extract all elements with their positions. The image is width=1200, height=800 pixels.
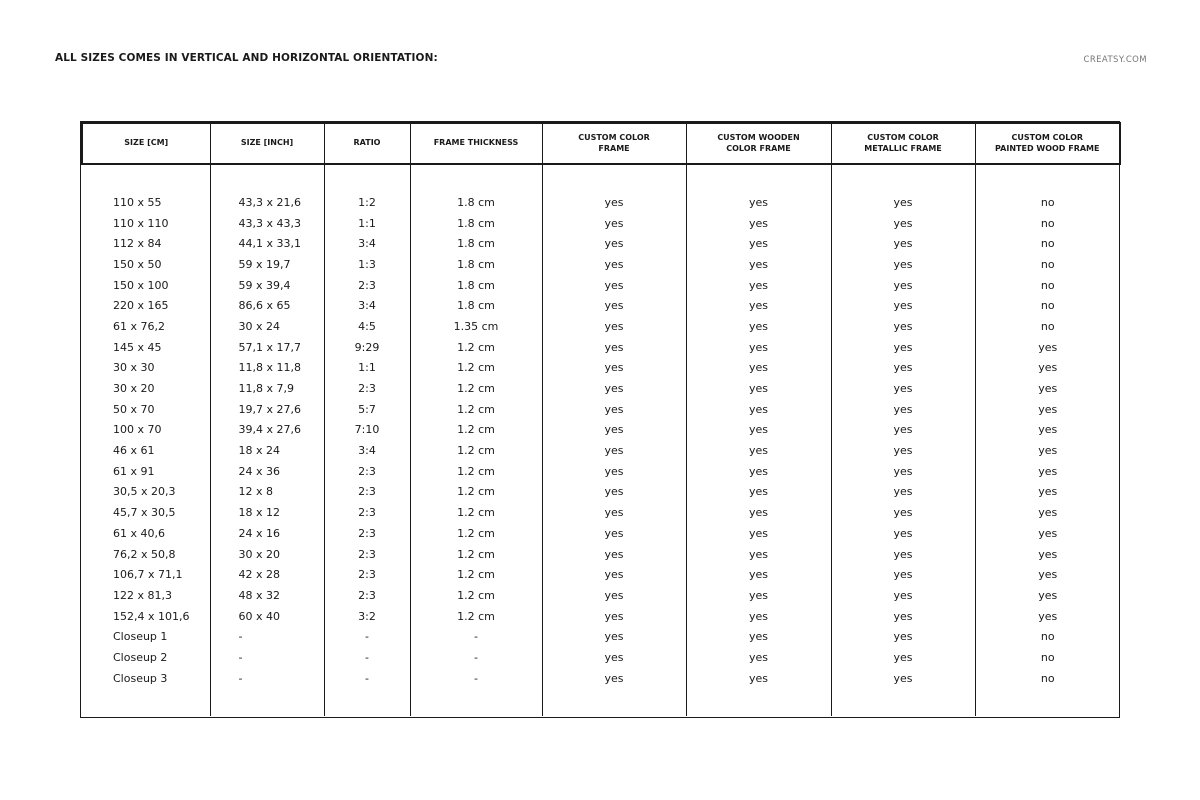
cell-custom-color-frame: yes <box>542 668 686 689</box>
cell-custom-color-painted-wood-frame: yes <box>975 399 1120 420</box>
cell-custom-wooden-color-frame: yes <box>686 420 831 441</box>
cell-frame-thickness: 1.2 cm <box>410 420 542 441</box>
cell-size-cm: Closeup 2 <box>113 650 168 664</box>
cell-custom-color-metallic-frame: yes <box>831 482 975 503</box>
table-row <box>82 626 1120 647</box>
cell-size-inch: 11,8 x 11,8 <box>210 358 324 379</box>
cell-size-cm: 30 x 30 <box>113 361 155 375</box>
cell-custom-wooden-color-frame: yes <box>686 399 831 420</box>
cell-custom-color-metallic-frame: yes <box>831 337 975 358</box>
cell-ratio: 1:3 <box>324 254 410 275</box>
cell-frame-thickness: 1.2 cm <box>410 461 542 482</box>
cell-size-cm: 152,4 x 101,6 <box>113 609 190 623</box>
table-row <box>82 316 1120 337</box>
cell-custom-wooden-color-frame: yes <box>686 502 831 523</box>
cell-size-cm: 150 x 50 <box>113 257 162 271</box>
sizes-table-container <box>80 121 1120 718</box>
cell-size-inch: - <box>210 647 324 668</box>
cell-custom-color-painted-wood-frame: yes <box>975 502 1120 523</box>
cell-size-inch: 11,8 x 7,9 <box>210 378 324 399</box>
cell-ratio: 9:29 <box>324 337 410 358</box>
cell-custom-color-painted-wood-frame: yes <box>975 606 1120 627</box>
table-row <box>82 668 1120 689</box>
cell-custom-color-metallic-frame: yes <box>831 254 975 275</box>
cell-custom-wooden-color-frame: yes <box>686 564 831 585</box>
cell-frame-thickness: 1.8 cm <box>410 192 542 213</box>
cell-custom-color-painted-wood-frame: no <box>975 213 1120 234</box>
cell-size-cm: 150 x 100 <box>113 278 169 292</box>
cell-custom-color-frame: yes <box>542 358 686 379</box>
cell-custom-color-frame: yes <box>542 399 686 420</box>
cell-custom-color-frame: yes <box>542 647 686 668</box>
cell-custom-color-metallic-frame: yes <box>831 523 975 544</box>
cell-custom-color-frame: yes <box>542 275 686 296</box>
cell-custom-color-metallic-frame: yes <box>831 544 975 565</box>
cell-custom-color-frame: yes <box>542 544 686 565</box>
cell-custom-color-metallic-frame: yes <box>831 399 975 420</box>
cell-custom-color-frame: yes <box>542 337 686 358</box>
cell-custom-color-metallic-frame: yes <box>831 233 975 254</box>
cell-size-inch: 30 x 24 <box>210 316 324 337</box>
cell-custom-wooden-color-frame: yes <box>686 275 831 296</box>
cell-size-cm: 46 x 61 <box>113 444 155 458</box>
cell-size-cm: 220 x 165 <box>113 299 169 313</box>
header-ratio: RATIO <box>324 123 410 164</box>
cell-custom-color-metallic-frame: yes <box>831 192 975 213</box>
cell-ratio: 2:3 <box>324 523 410 544</box>
cell-custom-wooden-color-frame: yes <box>686 606 831 627</box>
cell-custom-color-painted-wood-frame: no <box>975 316 1120 337</box>
cell-ratio: 1:1 <box>324 213 410 234</box>
cell-size-inch: 59 x 19,7 <box>210 254 324 275</box>
cell-size-cm: 45,7 x 30,5 <box>113 506 176 520</box>
cell-frame-thickness: 1.8 cm <box>410 254 542 275</box>
cell-ratio: 3:2 <box>324 606 410 627</box>
cell-frame-thickness: - <box>410 647 542 668</box>
cell-custom-color-metallic-frame: yes <box>831 420 975 441</box>
cell-size-cm: 30 x 20 <box>113 382 155 396</box>
table-row <box>82 337 1120 358</box>
cell-custom-color-metallic-frame: yes <box>831 647 975 668</box>
cell-custom-color-frame: yes <box>542 523 686 544</box>
cell-size-cm: 122 x 81,3 <box>113 588 172 602</box>
cell-custom-color-metallic-frame: yes <box>831 295 975 316</box>
cell-custom-color-frame: yes <box>542 482 686 503</box>
table-row <box>82 440 1120 461</box>
cell-custom-wooden-color-frame: yes <box>686 461 831 482</box>
cell-size-inch: 24 x 36 <box>210 461 324 482</box>
header-custom-wooden-color-frame: CUSTOM WOODEN COLOR FRAME <box>686 123 831 164</box>
cell-custom-color-frame: yes <box>542 316 686 337</box>
cell-custom-color-painted-wood-frame: yes <box>975 337 1120 358</box>
table-row <box>82 192 1120 213</box>
cell-custom-color-painted-wood-frame: yes <box>975 461 1120 482</box>
cell-custom-color-frame: yes <box>542 606 686 627</box>
cell-custom-color-painted-wood-frame: no <box>975 668 1120 689</box>
cell-ratio: 1:1 <box>324 358 410 379</box>
cell-custom-color-frame: yes <box>542 233 686 254</box>
table-row <box>82 482 1120 503</box>
table-row <box>82 585 1120 606</box>
cell-custom-color-metallic-frame: yes <box>831 316 975 337</box>
cell-size-inch: 18 x 12 <box>210 502 324 523</box>
cell-ratio: 2:3 <box>324 564 410 585</box>
cell-size-cm: Closeup 1 <box>113 630 168 644</box>
cell-custom-color-metallic-frame: yes <box>831 275 975 296</box>
header-custom-color-metallic-frame: CUSTOM COLOR METALLIC FRAME <box>831 123 975 164</box>
cell-frame-thickness: 1.2 cm <box>410 482 542 503</box>
table-row <box>82 420 1120 441</box>
cell-size-inch: 12 x 8 <box>210 482 324 503</box>
cell-custom-color-painted-wood-frame: no <box>975 647 1120 668</box>
table-row <box>82 399 1120 420</box>
cell-custom-color-painted-wood-frame: yes <box>975 564 1120 585</box>
table-row <box>82 213 1120 234</box>
cell-custom-color-painted-wood-frame: yes <box>975 378 1120 399</box>
cell-ratio: 2:3 <box>324 502 410 523</box>
cell-custom-wooden-color-frame: yes <box>686 647 831 668</box>
cell-custom-wooden-color-frame: yes <box>686 358 831 379</box>
header-custom-color-frame: CUSTOM COLOR FRAME <box>542 123 686 164</box>
cell-size-cm: 76,2 x 50,8 <box>113 547 176 561</box>
cell-size-inch: 57,1 x 17,7 <box>210 337 324 358</box>
cell-custom-color-frame: yes <box>542 420 686 441</box>
cell-ratio: 2:3 <box>324 461 410 482</box>
cell-ratio: - <box>324 626 410 647</box>
header-size-inch: SIZE [INCH] <box>210 123 324 164</box>
cell-frame-thickness: 1.2 cm <box>410 544 542 565</box>
table-body <box>82 164 1120 716</box>
cell-frame-thickness: 1.8 cm <box>410 275 542 296</box>
cell-ratio: 5:7 <box>324 399 410 420</box>
cell-ratio: 1:2 <box>324 192 410 213</box>
cell-custom-color-frame: yes <box>542 502 686 523</box>
table-header-row <box>82 123 1120 164</box>
cell-frame-thickness: 1.2 cm <box>410 358 542 379</box>
cell-custom-color-metallic-frame: yes <box>831 626 975 647</box>
header-size-cm: SIZE [CM] <box>82 123 210 164</box>
cell-custom-color-painted-wood-frame: yes <box>975 358 1120 379</box>
cell-custom-color-painted-wood-frame: no <box>975 233 1120 254</box>
cell-custom-color-painted-wood-frame: yes <box>975 585 1120 606</box>
table-row <box>82 564 1120 585</box>
cell-custom-color-frame: yes <box>542 626 686 647</box>
cell-custom-color-painted-wood-frame: yes <box>975 420 1120 441</box>
cell-size-inch: 48 x 32 <box>210 585 324 606</box>
cell-size-inch: 86,6 x 65 <box>210 295 324 316</box>
page-heading: ALL SIZES COMES IN VERTICAL AND HORIZONTAL ORIENTATION: <box>55 52 438 64</box>
cell-frame-thickness: 1.8 cm <box>410 233 542 254</box>
cell-size-inch: 59 x 39,4 <box>210 275 324 296</box>
cell-ratio: - <box>324 668 410 689</box>
cell-frame-thickness: 1.2 cm <box>410 585 542 606</box>
cell-ratio: - <box>324 647 410 668</box>
cell-custom-wooden-color-frame: yes <box>686 668 831 689</box>
table-row <box>82 606 1120 627</box>
cell-custom-wooden-color-frame: yes <box>686 544 831 565</box>
cell-frame-thickness: 1.8 cm <box>410 295 542 316</box>
cell-custom-wooden-color-frame: yes <box>686 482 831 503</box>
cell-custom-color-metallic-frame: yes <box>831 461 975 482</box>
cell-size-inch: 19,7 x 27,6 <box>210 399 324 420</box>
table-spacer-bottom <box>82 689 1120 716</box>
cell-custom-color-metallic-frame: yes <box>831 440 975 461</box>
cell-ratio: 2:3 <box>324 585 410 606</box>
cell-size-inch: 18 x 24 <box>210 440 324 461</box>
cell-custom-color-painted-wood-frame: yes <box>975 523 1120 544</box>
cell-ratio: 2:3 <box>324 275 410 296</box>
cell-size-cm: 30,5 x 20,3 <box>113 485 176 499</box>
cell-frame-thickness: 1.2 cm <box>410 606 542 627</box>
cell-custom-color-metallic-frame: yes <box>831 213 975 234</box>
cell-frame-thickness: 1.35 cm <box>410 316 542 337</box>
cell-size-cm: 110 x 110 <box>113 216 169 230</box>
cell-custom-color-frame: yes <box>542 440 686 461</box>
cell-custom-color-metallic-frame: yes <box>831 358 975 379</box>
cell-custom-wooden-color-frame: yes <box>686 233 831 254</box>
cell-size-cm: 61 x 91 <box>113 464 155 478</box>
cell-custom-color-frame: yes <box>542 192 686 213</box>
cell-custom-color-frame: yes <box>542 378 686 399</box>
cell-ratio: 3:4 <box>324 295 410 316</box>
cell-custom-wooden-color-frame: yes <box>686 585 831 606</box>
table-row <box>82 461 1120 482</box>
cell-custom-wooden-color-frame: yes <box>686 626 831 647</box>
cell-frame-thickness: 1.2 cm <box>410 378 542 399</box>
cell-size-inch: 39,4 x 27,6 <box>210 420 324 441</box>
cell-size-inch: 44,1 x 33,1 <box>210 233 324 254</box>
table-row <box>82 502 1120 523</box>
cell-custom-color-painted-wood-frame: yes <box>975 544 1120 565</box>
cell-custom-wooden-color-frame: yes <box>686 337 831 358</box>
cell-size-cm: 110 x 55 <box>113 195 162 209</box>
table-row <box>82 233 1120 254</box>
cell-custom-wooden-color-frame: yes <box>686 192 831 213</box>
cell-frame-thickness: 1.2 cm <box>410 523 542 544</box>
header-custom-color-painted-wood-frame: CUSTOM COLOR PAINTED WOOD FRAME <box>975 123 1120 164</box>
table-row <box>82 358 1120 379</box>
cell-custom-color-painted-wood-frame: yes <box>975 482 1120 503</box>
table-spacer-top <box>82 164 1120 192</box>
cell-size-cm: Closeup 3 <box>113 671 168 685</box>
cell-size-cm: 145 x 45 <box>113 340 162 354</box>
cell-ratio: 2:3 <box>324 482 410 503</box>
cell-ratio: 3:4 <box>324 440 410 461</box>
cell-custom-color-metallic-frame: yes <box>831 564 975 585</box>
cell-size-inch: - <box>210 626 324 647</box>
cell-size-inch: 42 x 28 <box>210 564 324 585</box>
brand-label: CREATSY.COM <box>1083 55 1147 65</box>
cell-custom-color-painted-wood-frame: no <box>975 295 1120 316</box>
cell-size-cm: 61 x 40,6 <box>113 526 165 540</box>
cell-size-cm: 50 x 70 <box>113 402 155 416</box>
table-row <box>82 295 1120 316</box>
cell-custom-wooden-color-frame: yes <box>686 440 831 461</box>
cell-frame-thickness: 1.2 cm <box>410 502 542 523</box>
cell-custom-color-frame: yes <box>542 295 686 316</box>
cell-size-cm: 106,7 x 71,1 <box>113 568 183 582</box>
cell-custom-color-frame: yes <box>542 254 686 275</box>
cell-custom-wooden-color-frame: yes <box>686 523 831 544</box>
sizes-table <box>81 122 1121 716</box>
cell-frame-thickness: - <box>410 668 542 689</box>
cell-size-inch: 43,3 x 21,6 <box>210 192 324 213</box>
cell-custom-color-painted-wood-frame: yes <box>975 440 1120 461</box>
cell-frame-thickness: 1.2 cm <box>410 440 542 461</box>
cell-ratio: 3:4 <box>324 233 410 254</box>
table-row <box>82 275 1120 296</box>
table-row <box>82 378 1120 399</box>
table-row <box>82 523 1120 544</box>
cell-ratio: 7:10 <box>324 420 410 441</box>
cell-size-cm: 100 x 70 <box>113 423 162 437</box>
cell-custom-color-metallic-frame: yes <box>831 378 975 399</box>
table-row <box>82 254 1120 275</box>
cell-size-inch: 60 x 40 <box>210 606 324 627</box>
cell-custom-color-metallic-frame: yes <box>831 606 975 627</box>
cell-ratio: 2:3 <box>324 544 410 565</box>
cell-custom-color-metallic-frame: yes <box>831 502 975 523</box>
table-row <box>82 544 1120 565</box>
cell-custom-color-frame: yes <box>542 585 686 606</box>
cell-ratio: 4:5 <box>324 316 410 337</box>
cell-size-inch: 30 x 20 <box>210 544 324 565</box>
cell-custom-color-frame: yes <box>542 461 686 482</box>
cell-custom-wooden-color-frame: yes <box>686 378 831 399</box>
cell-frame-thickness: 1.2 cm <box>410 399 542 420</box>
cell-custom-color-frame: yes <box>542 564 686 585</box>
cell-custom-color-painted-wood-frame: no <box>975 626 1120 647</box>
cell-custom-wooden-color-frame: yes <box>686 254 831 275</box>
table-row <box>82 647 1120 668</box>
cell-size-inch: 43,3 x 43,3 <box>210 213 324 234</box>
cell-custom-color-painted-wood-frame: no <box>975 254 1120 275</box>
cell-custom-wooden-color-frame: yes <box>686 316 831 337</box>
cell-custom-color-painted-wood-frame: no <box>975 192 1120 213</box>
header-frame-thickness: FRAME THICKNESS <box>410 123 542 164</box>
cell-custom-color-metallic-frame: yes <box>831 668 975 689</box>
cell-size-inch: - <box>210 668 324 689</box>
cell-ratio: 2:3 <box>324 378 410 399</box>
cell-custom-color-frame: yes <box>542 213 686 234</box>
cell-size-inch: 24 x 16 <box>210 523 324 544</box>
cell-custom-color-painted-wood-frame: no <box>975 275 1120 296</box>
cell-custom-wooden-color-frame: yes <box>686 295 831 316</box>
cell-frame-thickness: 1.8 cm <box>410 213 542 234</box>
cell-frame-thickness: - <box>410 626 542 647</box>
cell-custom-wooden-color-frame: yes <box>686 213 831 234</box>
cell-frame-thickness: 1.2 cm <box>410 337 542 358</box>
cell-size-cm: 61 x 76,2 <box>113 319 165 333</box>
cell-size-cm: 112 x 84 <box>113 237 162 251</box>
cell-frame-thickness: 1.2 cm <box>410 564 542 585</box>
cell-custom-color-metallic-frame: yes <box>831 585 975 606</box>
